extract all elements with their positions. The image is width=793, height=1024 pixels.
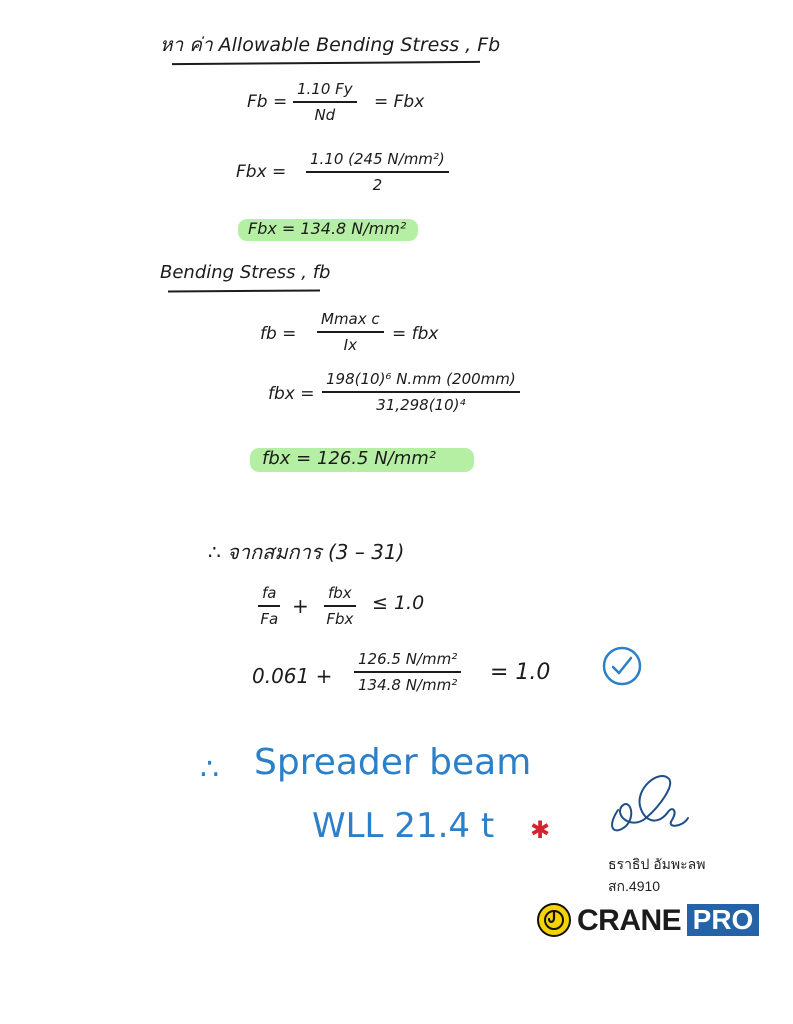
- section3-intro: ∴ จากสมการ (3 – 31): [208, 540, 405, 564]
- section2-eq1-numerator: Mmax c: [321, 310, 380, 328]
- section3-eq1-rhs: ≤ 1.0: [372, 592, 425, 614]
- check-icon: [602, 646, 642, 686]
- logo-word-pro: PRO: [687, 904, 759, 936]
- section3-eq2-numerator: 126.5 N/mm²: [358, 650, 458, 668]
- section1-eq1-denominator: Nd: [314, 106, 336, 124]
- section1-eq1-rhs: = Fbx: [374, 92, 425, 112]
- section3-eq2-denominator: 134.8 N/mm²: [358, 676, 458, 694]
- crane-hook-icon: [537, 903, 571, 937]
- section2-eq1-fraction: [317, 310, 384, 354]
- signature-scribble-icon: [596, 770, 696, 840]
- signature-license: สก.4910: [608, 878, 661, 894]
- conclusion-line2: WLL 21.4 t: [312, 806, 495, 846]
- section1-eq2-fraction: [306, 150, 449, 194]
- section2-eq1-lhs: fb =: [260, 324, 297, 344]
- section3-eq1-num1: fa: [262, 584, 277, 602]
- conclusion-therefore: ∴: [200, 752, 220, 787]
- section2-eq2-lhs: fbx =: [268, 384, 315, 404]
- conclusion-mark: ✱: [530, 816, 551, 844]
- section2-result: fbx = 126.5 N/mm²: [262, 448, 437, 469]
- section1-result: Fbx = 134.8 N/mm²: [248, 219, 407, 238]
- section3-eq1-fraction2: [324, 584, 356, 628]
- section2-title-underline: [168, 289, 320, 292]
- section1-eq1-lhs: Fb =: [247, 92, 288, 112]
- section1-eq1-numerator: 1.10 Fy: [297, 80, 353, 98]
- section3-eq2-lhs: 0.061 +: [252, 664, 333, 688]
- section2-eq1-rhs: = fbx: [392, 324, 439, 344]
- section2-eq2-fraction: [322, 370, 520, 414]
- logo-word-crane: CRANE: [577, 904, 682, 937]
- cranepro-logo: [537, 903, 759, 937]
- section1-eq2-lhs: Fbx =: [236, 162, 287, 182]
- section3-eq1-den1: Fa: [260, 610, 279, 628]
- section2-eq2-numerator: 198(10)⁶ N.mm (200mm): [326, 370, 516, 388]
- section1-title-underline: [172, 61, 480, 65]
- section2-title: Bending Stress , fb: [160, 262, 331, 283]
- section3-eq2-rhs: = 1.0: [490, 660, 551, 685]
- conclusion-line1: Spreader beam: [254, 742, 532, 783]
- section1-eq1-fraction: [293, 80, 357, 124]
- section3-eq1-den2: Fbx: [326, 610, 354, 628]
- section1-eq2-numerator: 1.10 (245 N/mm²): [310, 150, 445, 168]
- section1-title: หา ค่า Allowable Bending Stress , Fb: [160, 34, 501, 56]
- section3-eq1-fraction1: [258, 584, 280, 628]
- section1-eq2-denominator: 2: [372, 176, 383, 194]
- section2-eq2-denominator: 31,298(10)⁴: [376, 396, 466, 414]
- section2-eq1-denominator: Ix: [343, 336, 357, 354]
- section3-eq1-num2: fbx: [328, 584, 352, 602]
- signature-name: ธราธิป อัมพะลพ: [608, 856, 706, 872]
- section3-eq2-fraction: [354, 650, 461, 694]
- section3-eq1-plus: +: [292, 594, 309, 618]
